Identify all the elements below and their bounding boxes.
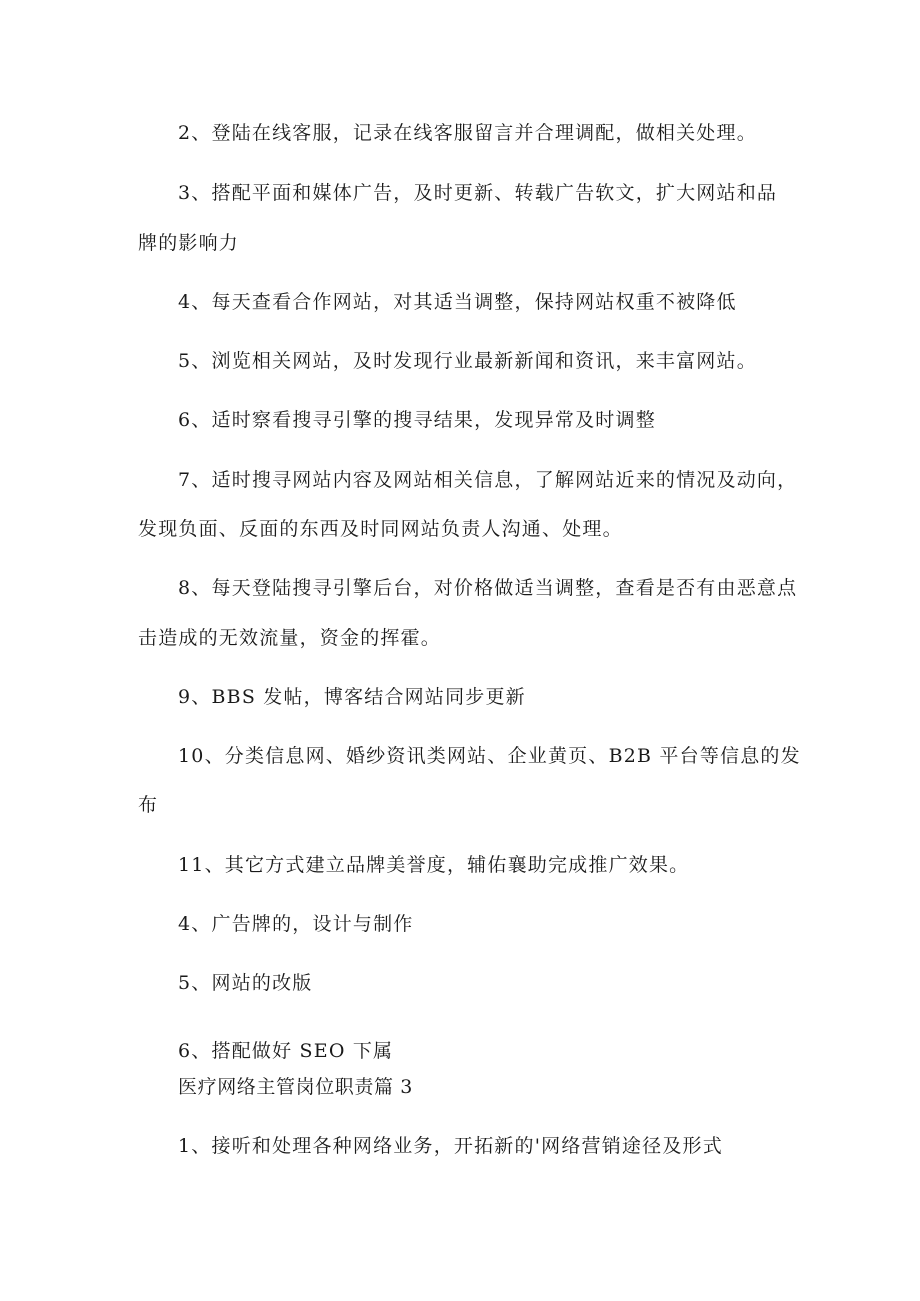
list-item: 8、每天登陆搜寻引擎后台，对价格做适当调整，查看是否有由恶意点 bbox=[178, 577, 798, 599]
list-item-continuation: 牌的影响力 bbox=[138, 232, 240, 254]
list-item: 5、浏览相关网站，及时发现行业最新新闻和资讯，来丰富网站。 bbox=[178, 350, 757, 372]
list-item: 1、接听和处理各种网络业务，开拓新的'网络营销途径及形式 bbox=[178, 1135, 723, 1157]
list-item-continuation: 击造成的无效流量，资金的挥霍。 bbox=[138, 627, 442, 649]
list-item: 5、网站的改版 bbox=[178, 972, 313, 994]
list-item: 10、分类信息网、婚纱资讯类网站、企业黄页、B2B 平台等信息的发 bbox=[178, 745, 801, 767]
list-item: 4、广告牌的，设计与制作 bbox=[178, 913, 414, 935]
list-item-continuation: 布 bbox=[138, 794, 159, 816]
list-item-continuation: 发现负面、反面的东西及时同网站负责人沟通、处理。 bbox=[138, 518, 623, 540]
list-item: 6、搭配做好 SEO 下属 bbox=[178, 1040, 394, 1062]
list-item: 2、登陆在线客服，记录在线客服留言并合理调配，做相关处理。 bbox=[178, 122, 757, 144]
section-heading: 医疗网络主管岗位职责篇 3 bbox=[178, 1076, 413, 1098]
list-item: 4、每天查看合作网站，对其适当调整，保持网站权重不被降低 bbox=[178, 291, 737, 313]
list-item: 6、适时察看搜寻引擎的搜寻结果，发现异常及时调整 bbox=[178, 409, 656, 431]
list-item: 9、BBS 发帖，博客结合网站同步更新 bbox=[178, 686, 526, 708]
list-item: 11、其它方式建立品牌美誉度，辅佑襄助完成推广效果。 bbox=[178, 854, 690, 876]
list-item: 3、搭配平面和媒体广告，及时更新、转载广告软文，扩大网站和品 bbox=[178, 182, 778, 204]
list-item: 7、适时搜寻网站内容及网站相关信息，了解网站近来的情况及动向， bbox=[178, 469, 798, 491]
